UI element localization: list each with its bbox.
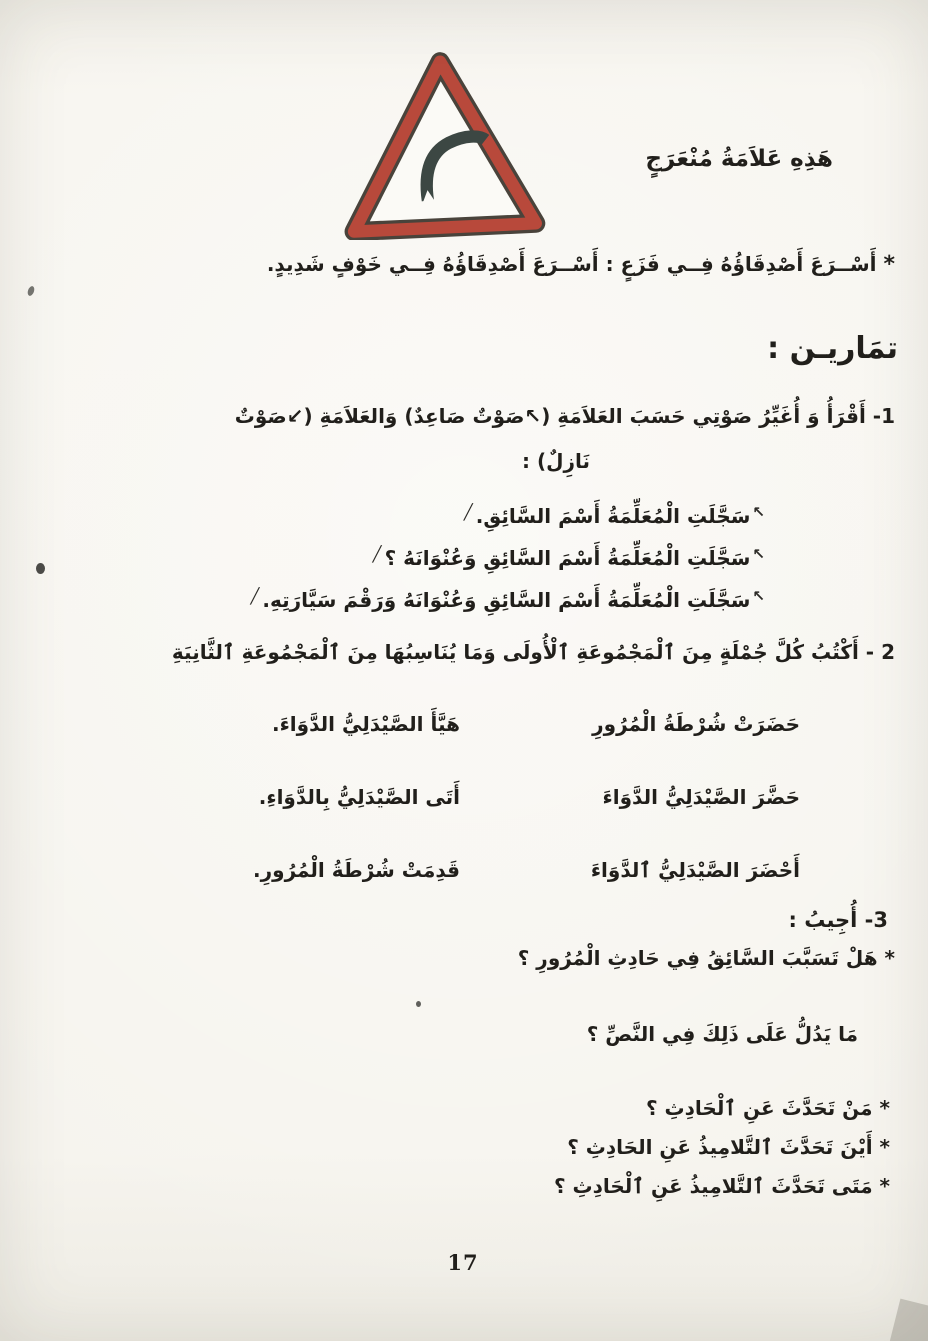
vocab-note xyxy=(20,252,895,277)
page-number: 17 xyxy=(447,1250,479,1275)
rising-voice-arrow-icon: ↖ xyxy=(752,545,765,563)
rising-voice-arrow-icon: ↖ xyxy=(752,503,765,521)
exercise2-group2 xyxy=(253,712,460,931)
exercise2-group1-item: أَحْضَرَ الصَّيْدَلِيُّ ٱلدَّوَاءَ xyxy=(590,858,800,882)
exercise3-question: * مَنْ تَحَدَّثَ عَنِ ٱلْحَادِثِ ؟ xyxy=(645,1096,890,1120)
exercise1-header-line1: 1- أَقْرَأُ وَ أُغَيِّرُ صَوْتِي حَسَبَ العَلاَمَةِ (↖صَوْتٌ صَاعِدٌ) وَالعَلاَمَةِ (↙صَوْتٌ xyxy=(234,404,895,428)
exercise3-question: * هَلْ تَسَبَّبَ السَّائِقُ فِي حَادِثِ الْمُرُورِ ؟ xyxy=(517,946,895,970)
exercise2-group1-item: حَضَرَتْ شُرْطَةُ الْمُرُورِ xyxy=(592,712,800,736)
exercise1-item xyxy=(10,493,765,535)
exercise2-group1 xyxy=(591,712,800,931)
scan-artifact-corner xyxy=(889,1299,928,1341)
exercise1-item-text: سَجَّلَتِ الْمُعَلِّمَةُ أَسْمَ السَّائِقِ وَعُنْوَانَهُ ؟ xyxy=(384,546,751,570)
exercise2-header: 2 - أَكْتُبُ كُلَّ جُمْلَةٍ مِنَ ٱلْمَجْمُوعَةِ ٱلْأُولَى وَمَا يُنَاسِبُهَا مِنَ ٱلْمَجْمُوعَةِ ٱلثَّانِيَةِ xyxy=(171,640,895,664)
warning-triangle-icon xyxy=(334,50,552,240)
exercise2-group1-item: حَضَّرَ الصَّيْدَلِيُّ الدَّوَاءَ xyxy=(602,785,800,809)
scan-artifact-dot xyxy=(26,285,35,296)
exercise1-header-line2: نَازِلٌ) : xyxy=(522,449,590,473)
exercise1-items xyxy=(10,493,765,619)
sign-caption: هَذِهِ عَلاَمَةُ مُنْعَرَجٍ xyxy=(645,146,833,172)
exercise1-item-text: سَجَّلَتِ الْمُعَلِّمَةُ أَسْمَ السَّائِقِ وَعُنْوَانَهُ وَرَقْمَ سَيَّارَتِهِ. xyxy=(262,588,751,612)
exercise1-item-text: سَجَّلَتِ الْمُعَلِّمَةُ أَسْمَ السَّائِقِ. xyxy=(475,504,751,528)
voice-slash-icon: ╱ xyxy=(250,587,260,605)
voice-slash-icon: ╱ xyxy=(372,545,382,563)
exercise2-group2-item: أَتَى الصَّيْدَلِيُّ بِالدَّوَاءِ. xyxy=(258,785,460,809)
exercises-heading: تمَاريـن : xyxy=(767,331,898,366)
exercise3-question: مَا يَدُلُّ عَلَى ذَلِكَ فِي النَّصِّ ؟ xyxy=(586,1022,858,1046)
rising-voice-arrow-icon: ↖ xyxy=(752,587,765,605)
exercise1-item xyxy=(10,535,765,577)
exercise1-item xyxy=(10,577,765,619)
scan-artifact-dot xyxy=(416,1001,421,1007)
exercise2-group2-item: هَيَّأَ الصَّيْدَلِيُّ الدَّوَاءَ. xyxy=(271,712,460,736)
exercise2-group2-item: قَدِمَتْ شُرْطَةُ الْمُرُورِ. xyxy=(253,858,460,882)
exercise3-question: * مَتَى تَحَدَّثَ ٱلتَّلامِيذُ عَنِ ٱلْحَادِثِ ؟ xyxy=(553,1174,890,1198)
voice-slash-icon: ╱ xyxy=(463,503,473,521)
exercise3-header: 3- أُجِيبُ : xyxy=(788,908,888,932)
vocab-text: أَسْــرَعَ أَصْدِقَاؤُهُ فِــي فَزَعٍ : أَسْــرَعَ أَصْدِقَاؤُهُ فِــي خَوْفٍ شَدِيدٍ. xyxy=(266,252,877,276)
exercise3-question: * أَيْنَ تَحَدَّثَ ٱلتَّلامِيذُ عَنِ الحَادِثِ ؟ xyxy=(567,1135,890,1159)
asterisk-bullet-icon: * xyxy=(883,252,895,277)
